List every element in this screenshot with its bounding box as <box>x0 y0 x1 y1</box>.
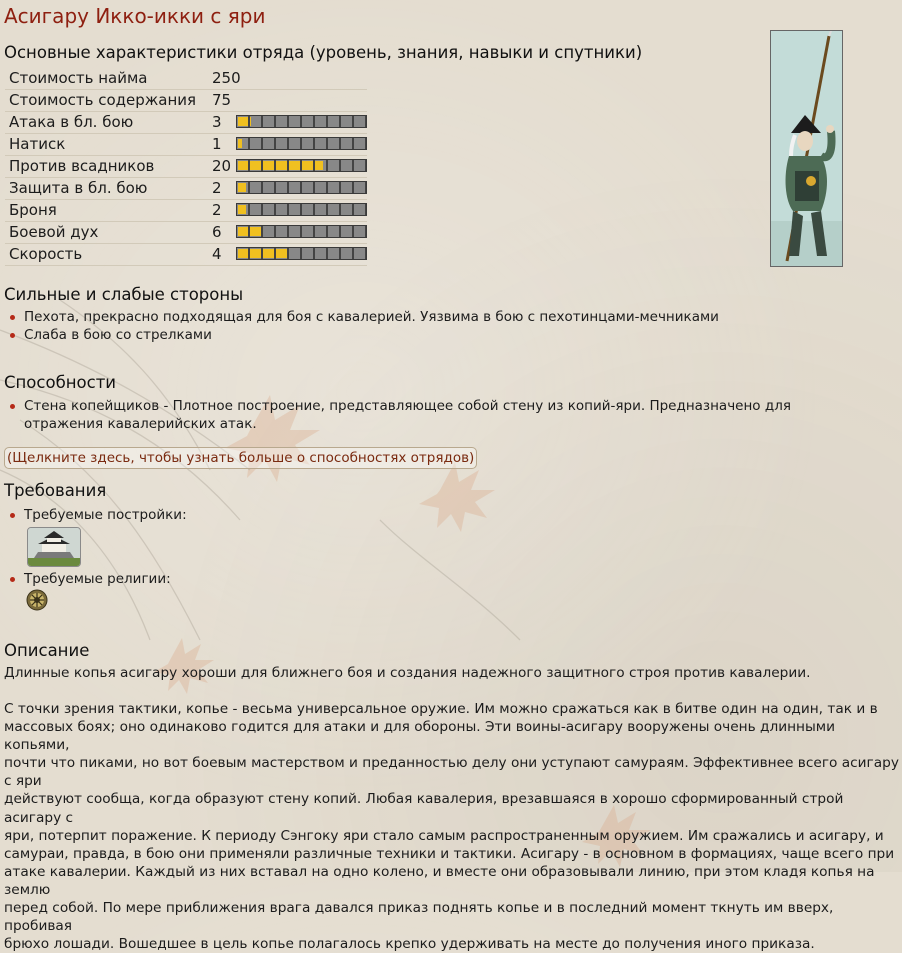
description-heading: Описание <box>4 641 90 660</box>
stat-label: Стоимость найма <box>9 69 148 87</box>
description-short: Длинные копья асигару хороши для ближнего боя и создания надежного защитного строя против кавалерии. <box>4 665 811 681</box>
list-item <box>10 397 870 433</box>
description-line: почти что пиками, но вот боевым мастерством и преданностью делу они уступают самураям. Эффективнее всего асигару с яри <box>4 755 899 790</box>
castle-building-icon[interactable] <box>27 527 81 567</box>
description-line: массовых боях; оно одинаково годится для атаки и для обороны. Эти воины-асигару вооружены очень длинными копьями, <box>4 719 836 754</box>
bullet-icon <box>10 577 15 582</box>
bullet-icon <box>10 333 15 338</box>
list-item <box>10 506 187 524</box>
stat-row-recruit-cost <box>5 68 367 90</box>
requirements-heading: Требования <box>4 481 107 500</box>
list-item-text: Требуемые религии: <box>24 571 171 587</box>
stat-bar <box>236 181 367 194</box>
stat-value: 75 <box>212 91 232 109</box>
stat-label: Натиск <box>9 135 66 153</box>
abilities-heading: Способности <box>4 373 117 392</box>
abilities-list <box>10 397 870 433</box>
stats-table <box>5 68 367 266</box>
stat-row-melee-attack <box>5 112 367 134</box>
bullet-icon <box>10 513 15 518</box>
stat-bar <box>236 137 367 150</box>
stat-value: 20 <box>212 157 232 175</box>
description-long <box>4 700 900 953</box>
stat-label: Защита в бл. бою <box>9 179 148 197</box>
stat-label: Против всадников <box>9 157 155 175</box>
list-item <box>10 308 719 326</box>
stat-row-charge <box>5 134 367 156</box>
description-line: брюхо лошади. Вошедшее в цель копье полагалось крепко удерживать на месте до получения иного приказа. <box>4 936 815 953</box>
bullet-icon <box>10 404 15 409</box>
stat-bar <box>236 225 367 238</box>
stat-value: 250 <box>212 69 241 87</box>
stat-label: Стоимость содержания <box>9 91 197 109</box>
list-item <box>10 570 171 588</box>
description-line: перед собой. По мере приближения врага давался приказ поднять копье и в последний момент ткнуть им вверх, пробивая <box>4 900 834 935</box>
stat-value: 2 <box>212 179 222 197</box>
description-line: атаке кавалерии. Каждый из них вставал на одно колено, и вместе они образовывали линию, при этом кладя копья на землю <box>4 863 875 898</box>
list-item <box>10 326 719 344</box>
description-line: С точки зрения тактики, копье - весьма универсальное оружие. Им можно сражаться как в битве один на один, так и в <box>4 701 878 717</box>
stat-bar <box>236 159 367 172</box>
list-item-text: Слаба в бою со стрелками <box>24 327 212 343</box>
strengths-heading: Сильные и слабые стороны <box>4 285 244 304</box>
description-line: яри, потерпит поражение. К периоду Сэнгоку яри стало самым распространенным оружием. Им сражались и асигару, и <box>4 827 884 844</box>
list-item-text: Требуемые постройки: <box>24 507 187 523</box>
description-line: самураи, правда, в бою они применяли различные техники и тактики. Асигару - в основном в формациях, чаще всего при <box>4 845 895 862</box>
stat-label: Броня <box>9 201 57 219</box>
description-line: действуют сообща, когда образуют стену копий. Любая кавалерия, врезавшаяся в хорошо сформированный строй асигару с <box>4 791 844 826</box>
list-item-text: Стена копейщиков - Плотное построение, представляющее собой стену из копий-яри. Предназначено для отражения кавалерийских атак. <box>24 398 791 432</box>
stat-row-armour <box>5 200 367 222</box>
bullet-icon <box>10 315 15 320</box>
unit-portrait <box>770 30 843 267</box>
stat-label: Боевой дух <box>9 223 99 241</box>
stats-heading: Основные характеристики отряда (уровень, знания, навыки и спутники) <box>4 43 643 62</box>
stat-row-morale <box>5 222 367 244</box>
stat-label: Скорость <box>9 245 83 263</box>
stat-row-speed <box>5 244 367 266</box>
required-religions <box>10 570 171 588</box>
stat-value: 4 <box>212 245 222 263</box>
strengths-list <box>10 308 719 344</box>
stat-value: 6 <box>212 223 222 241</box>
stat-value: 2 <box>212 201 222 219</box>
buddhism-religion-icon[interactable] <box>26 589 48 611</box>
stat-row-melee-defence <box>5 178 367 200</box>
stat-row-vs-cavalry <box>5 156 367 178</box>
stat-bar <box>236 203 367 216</box>
list-item-text: Пехота, прекрасно подходящая для боя с кавалерией. Уязвима в бою с пехотинцами-мечниками <box>24 309 719 325</box>
stat-row-upkeep <box>5 90 367 112</box>
required-buildings <box>10 506 187 524</box>
stat-bar <box>236 247 367 260</box>
stat-value: 1 <box>212 135 222 153</box>
stat-label: Атака в бл. бою <box>9 113 134 131</box>
abilities-more-link[interactable]: (Щелкните здесь, чтобы узнать больше о способностях отрядов) <box>4 447 477 469</box>
stat-value: 3 <box>212 113 222 131</box>
stat-bar <box>236 115 367 128</box>
unit-title: Асигару Икко-икки с яри <box>4 4 266 28</box>
